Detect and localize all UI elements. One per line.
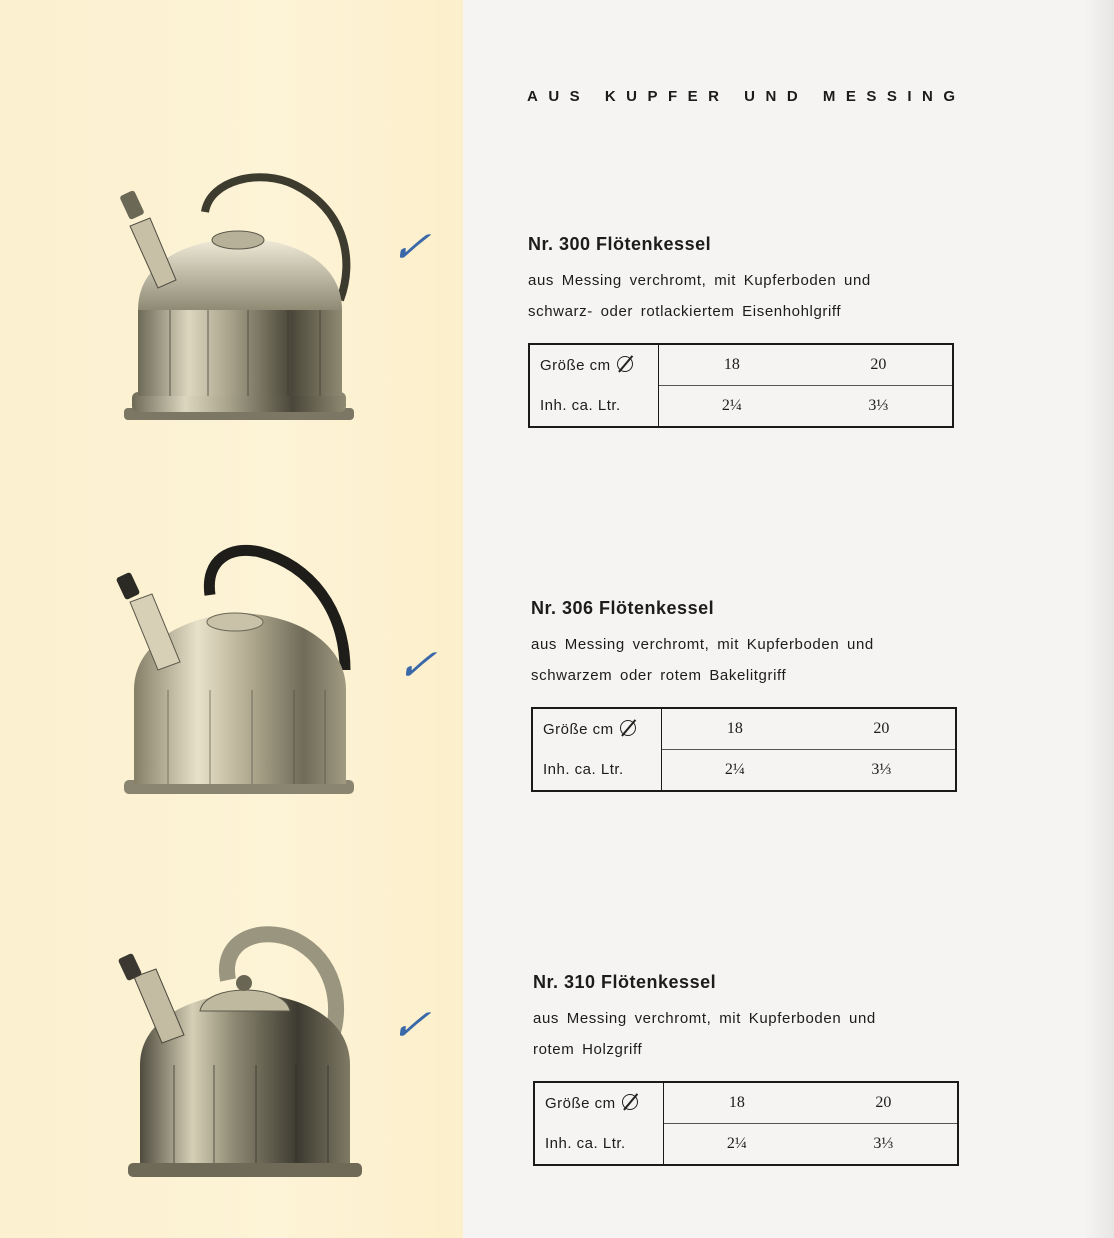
content-label: Inh. ca. Ltr. — [534, 1124, 664, 1166]
content-value: 3⅓ — [873, 1135, 894, 1152]
content-value: 2¼ — [726, 1135, 747, 1152]
description-line: aus Messing verchromt, mit Kupferboden und — [528, 272, 871, 289]
content-value: 2¼ — [724, 761, 745, 778]
product-300 — [528, 234, 954, 428]
product-title: Nr. 306 Flötenkessel — [531, 598, 715, 618]
diameter-icon — [620, 720, 636, 736]
size-value: 18 — [659, 344, 805, 386]
product-306 — [531, 598, 957, 792]
kettle-306-image — [110, 540, 370, 810]
spec-table — [528, 343, 954, 428]
diameter-icon — [617, 356, 633, 372]
size-value: 20 — [805, 344, 953, 386]
product-title: Nr. 300 Flötenkessel — [528, 234, 712, 254]
kettle-310-image — [110, 925, 370, 1195]
description-line: schwarz- oder rotlackiertem Eisenhohlgriff — [528, 303, 842, 320]
product-title: Nr. 310 Flötenkessel — [533, 972, 717, 992]
content-row — [532, 750, 956, 792]
spec-table — [533, 1081, 959, 1166]
check-mark-300: ✓ — [386, 222, 435, 273]
description-line: rotem Holzgriff — [533, 1041, 643, 1058]
size-value: 20 — [810, 1082, 958, 1124]
size-row — [529, 344, 953, 386]
check-mark-306: ✓ — [392, 640, 441, 691]
product-description — [531, 629, 957, 691]
content-label: Inh. ca. Ltr. — [532, 750, 662, 792]
diameter-icon — [622, 1094, 638, 1110]
size-label: Größe cm — [532, 708, 662, 750]
product-description — [528, 265, 954, 327]
page-heading: AUS KUPFER UND MESSING — [527, 88, 966, 105]
product-310 — [533, 972, 959, 1166]
size-value: 20 — [808, 708, 956, 750]
content-row — [534, 1124, 958, 1166]
size-label: Größe cm — [534, 1082, 664, 1124]
size-value: 18 — [662, 708, 808, 750]
description-line: schwarzem oder rotem Bakelitgriff — [531, 667, 787, 684]
description-line: aus Messing verchromt, mit Kupferboden und — [533, 1010, 876, 1027]
product-description — [533, 1003, 959, 1065]
size-label: Größe cm — [529, 344, 659, 386]
check-mark-310: ✓ — [386, 1000, 435, 1051]
content-label: Inh. ca. Ltr. — [529, 386, 659, 428]
spec-table — [531, 707, 957, 792]
content-value: 2¼ — [721, 397, 742, 414]
kettle-300-image — [110, 170, 370, 430]
description-line: aus Messing verchromt, mit Kupferboden und — [531, 636, 874, 653]
size-row — [532, 708, 956, 750]
size-value: 18 — [664, 1082, 810, 1124]
size-row — [534, 1082, 958, 1124]
content-value: 3⅓ — [868, 397, 889, 414]
page-edge-shadow — [1084, 0, 1114, 1238]
content-value: 3⅓ — [871, 761, 892, 778]
content-row — [529, 386, 953, 428]
